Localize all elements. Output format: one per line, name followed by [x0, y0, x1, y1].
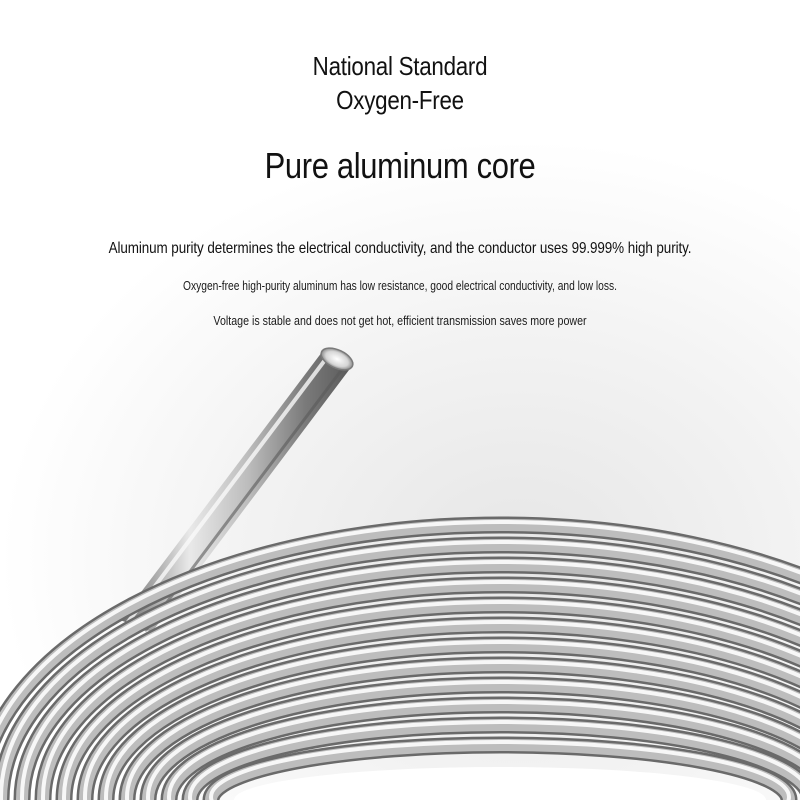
wire-coil [0, 522, 800, 800]
description-line-2: Oxygen-free high-purity aluminum has low resistance, good electrical conductivity, and low loss. [183, 279, 617, 293]
header-line-1: National Standard [312, 51, 488, 81]
page-title: Pure aluminum core [264, 145, 536, 186]
description-line-1: Aluminum purity determines the electrical conductivity, and the conductor uses 99.999% high purity. [108, 240, 692, 257]
header-line-2: Oxygen-Free [336, 85, 464, 115]
description-line-3: Voltage is stable and does not get hot, efficient transmission saves more power [213, 313, 587, 328]
coil-center [234, 767, 766, 800]
